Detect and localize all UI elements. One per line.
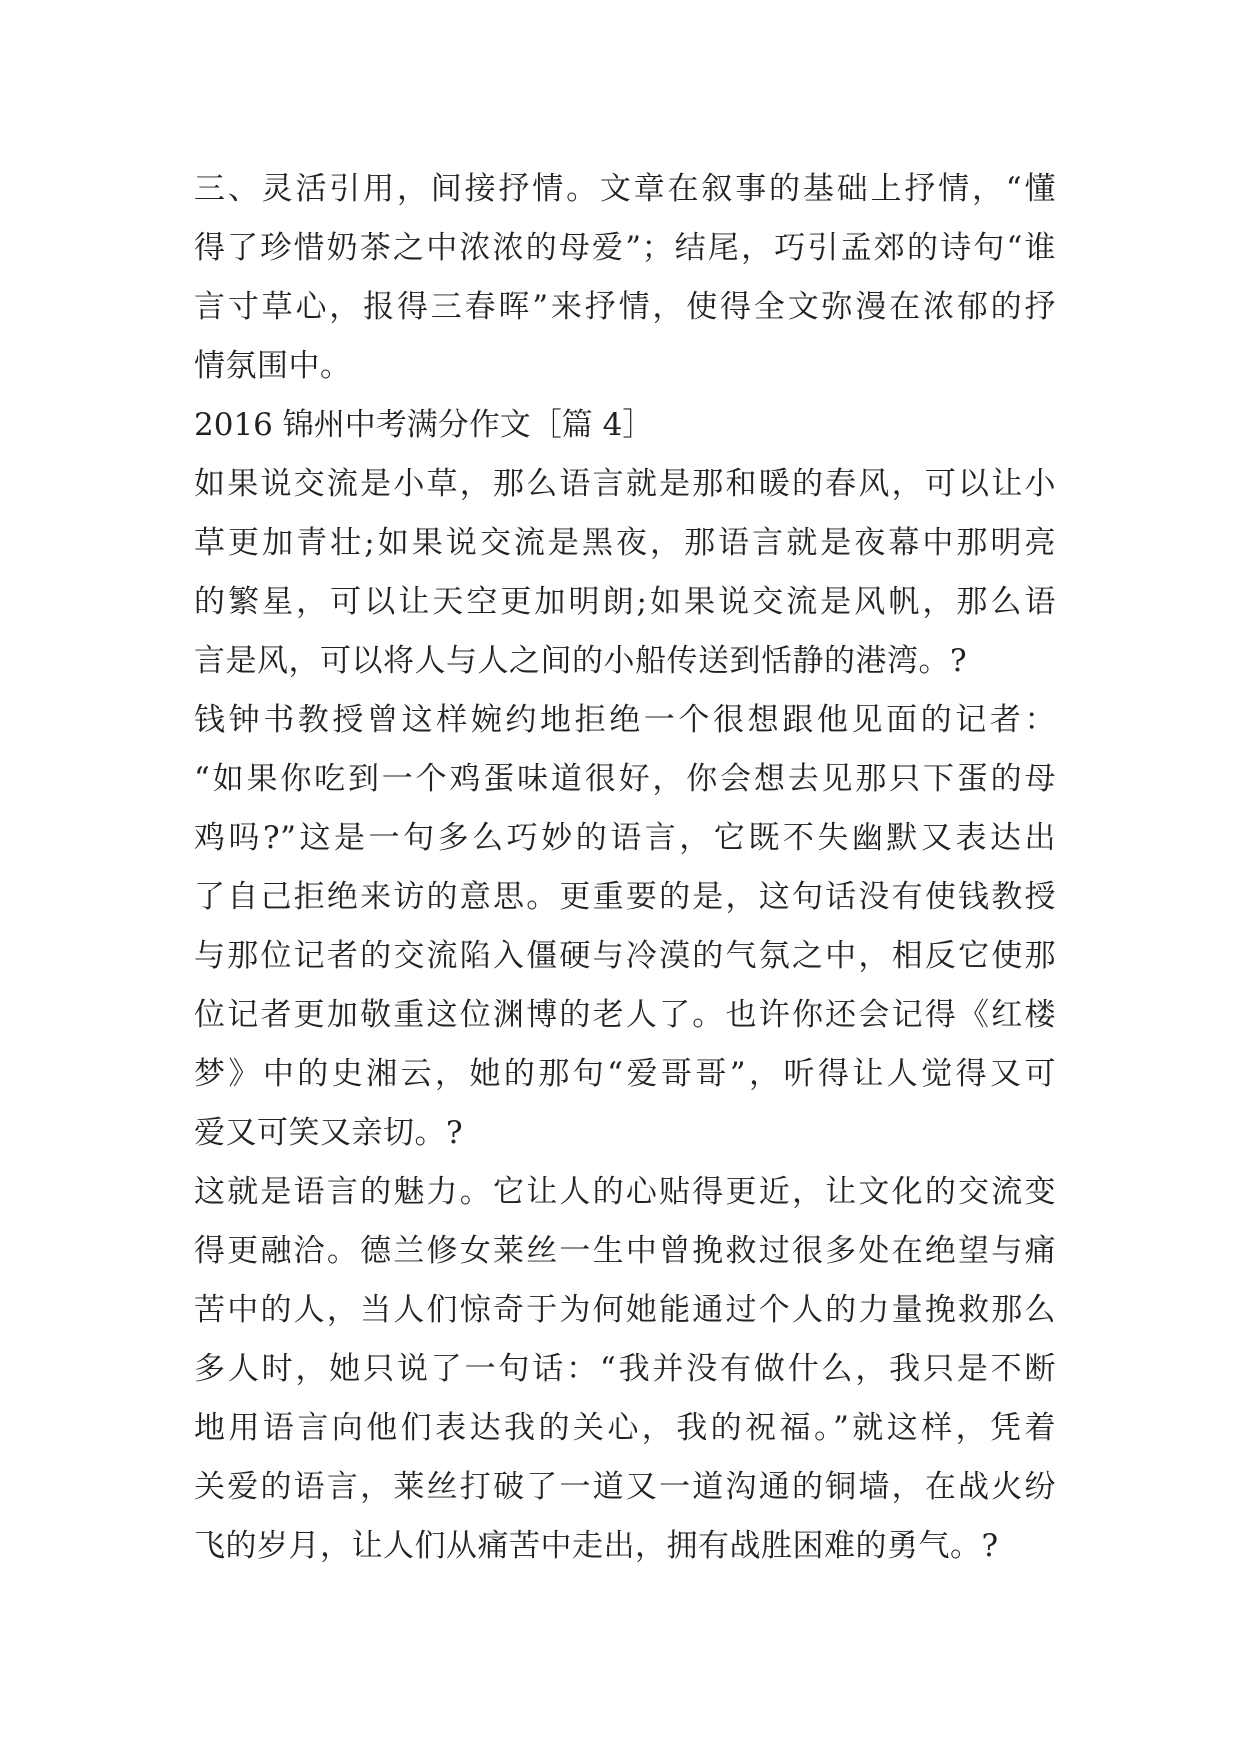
text-line: 了自己拒绝来访的意思。更重要的是，这句话没有使钱教授 <box>194 879 1056 915</box>
text-line: 多人时，她只说了一句话：“我并没有做什么，我只是不断 <box>194 1351 1056 1387</box>
paragraph-qian-zhongshu <box>194 691 1056 1163</box>
text-line: 这就是语言的魅力。它让人的心贴得更近，让文化的交流变 <box>194 1174 1056 1210</box>
essay-heading <box>194 396 1056 455</box>
paragraph-language-charm <box>194 1163 1056 1576</box>
text-line: 关爱的语言，莱丝打破了一道又一道沟通的铜墙，在战火纷 <box>194 1469 1056 1505</box>
text-line: 位记者更加敬重这位渊博的老人了。也许你还会记得《红楼 <box>194 997 1056 1033</box>
text-line: 如果说交流是小草，那么语言就是那和暖的春风，可以让小 <box>194 466 1056 502</box>
paragraph-intro <box>194 455 1056 691</box>
text-line: 与那位记者的交流陷入僵硬与冷漠的气氛之中，相反它使那 <box>194 938 1056 974</box>
text-line: 钱钟书教授曾这样婉约地拒绝一个很想跟他见面的记者： <box>194 702 1056 738</box>
text-line: 鸡吗?”这是一句多么巧妙的语言，它既不失幽默又表达出 <box>194 820 1056 856</box>
text-line: 梦》中的史湘云，她的那句“爱哥哥”，听得让人觉得又可 <box>194 1056 1056 1092</box>
document-body <box>194 160 1056 1576</box>
text-line: 地用语言向他们表达我的关心，我的祝福。”就这样，凭着 <box>194 1410 1056 1446</box>
text-line: 苦中的人，当人们惊奇于为何她能通过个人的力量挽救那么 <box>194 1292 1056 1328</box>
paragraph-conclusion <box>194 160 1056 396</box>
text-line: 得了珍惜奶茶之中浓浓的母爱”；结尾，巧引孟郊的诗句“谁 <box>194 230 1056 266</box>
text-line: 情氛围中。 <box>194 348 352 384</box>
text-line: 言是风，可以将人与人之间的小船传送到恬静的港湾。? <box>194 643 968 679</box>
text-line: 的繁星，可以让天空更加明朗;如果说交流是风帆，那么语 <box>194 584 1056 620</box>
text-line: 飞的岁月，让人们从痛苦中走出，拥有战胜困难的勇气。? <box>194 1528 999 1564</box>
text-line: 得更融洽。德兰修女莱丝一生中曾挽救过很多处在绝望与痛 <box>194 1233 1056 1269</box>
text-line: 爱又可笑又亲切。? <box>194 1115 464 1151</box>
text-line: 草更加青壮;如果说交流是黑夜，那语言就是夜幕中那明亮 <box>194 525 1056 561</box>
text-line: 言寸草心，报得三春晖”来抒情，使得全文弥漫在浓郁的抒 <box>194 289 1056 325</box>
text-line: “如果你吃到一个鸡蛋味道很好，你会想去见那只下蛋的母 <box>194 761 1056 797</box>
heading-text: 2016 锦州中考满分作文［篇 4］ <box>194 407 654 443</box>
text-line: 三、灵活引用，间接抒情。文章在叙事的基础上抒情，“懂 <box>194 171 1056 207</box>
